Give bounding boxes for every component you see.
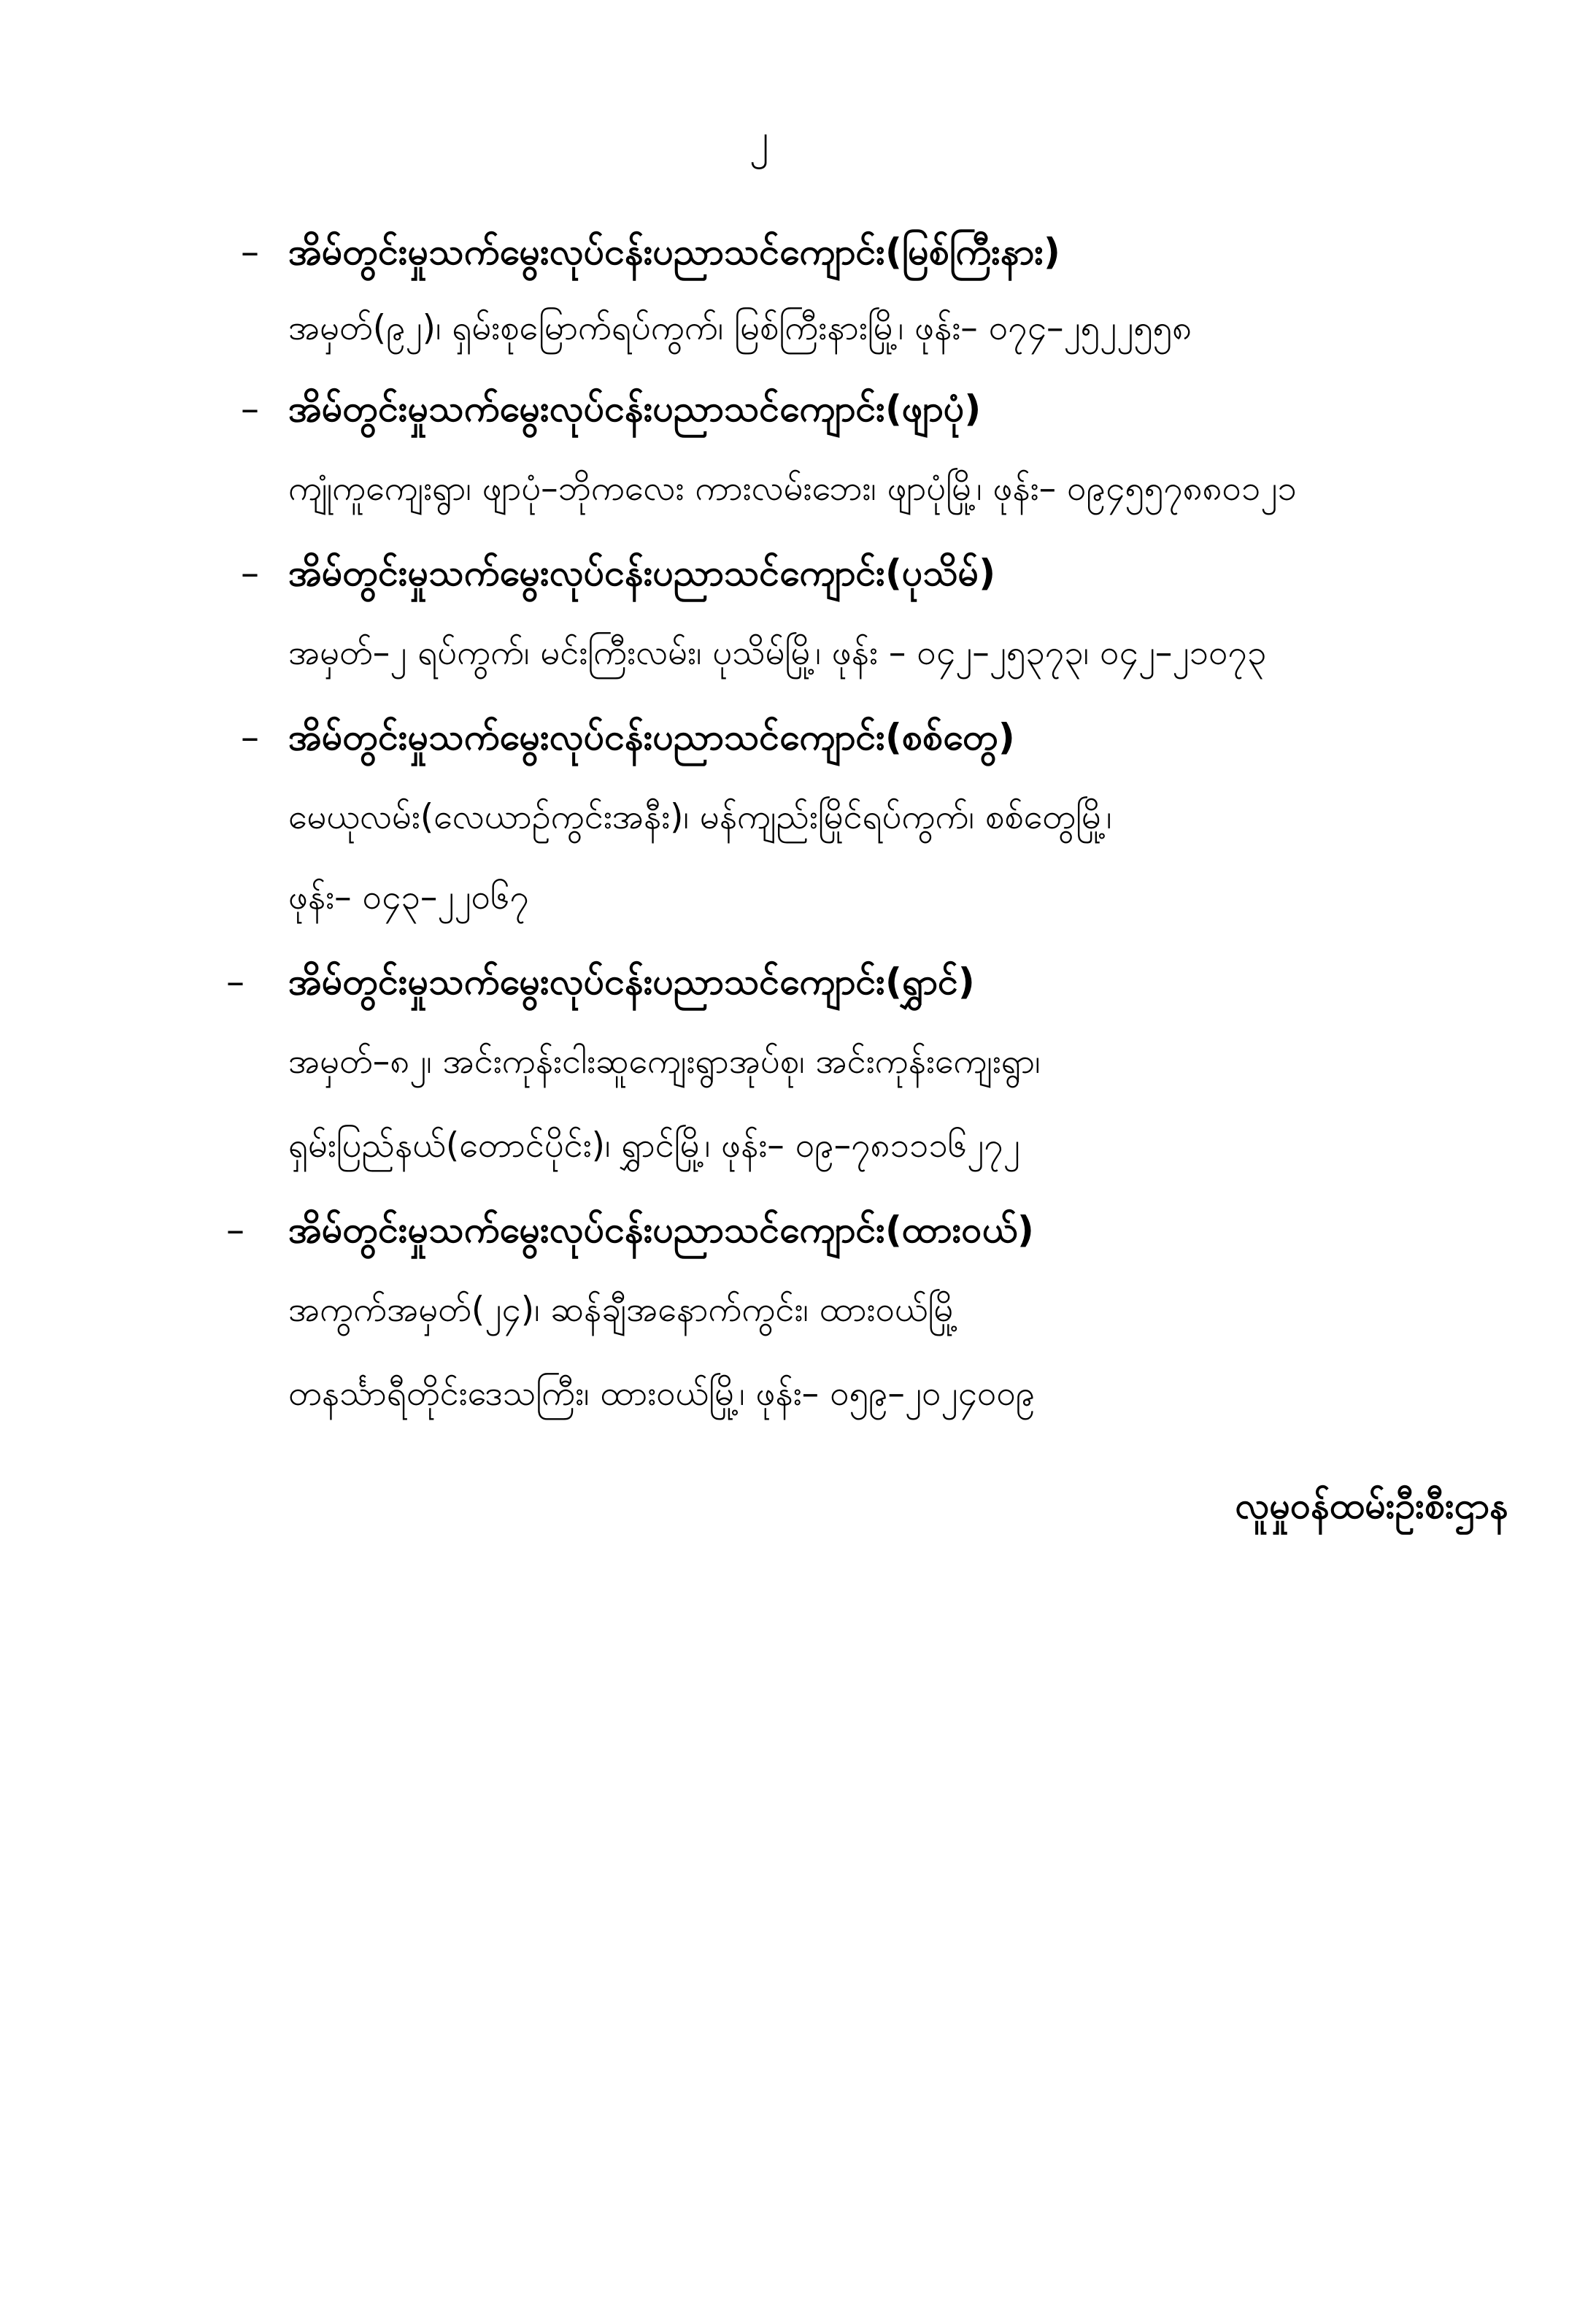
list-dash: – bbox=[226, 960, 244, 1003]
list-dash: – bbox=[241, 552, 259, 594]
list-dash: – bbox=[241, 388, 259, 430]
address-line: မေယုလမ်း(လေယာဉ်ကွင်းအနီး)၊ မန်ကျည်းမြိုင်ရပ်ကွက်၊ စစ်တွေမြို့၊ bbox=[288, 797, 1112, 837]
list-dash: – bbox=[241, 231, 259, 273]
address-line: အမှတ်–၈၂၊ အင်းကုန်းငါးဆူကျေးရွာအုပ်စု၊ အင်းကုန်းကျေးရွာ၊ bbox=[288, 1042, 1041, 1082]
address-line: ကျုံကူကျေးရွာ၊ ဖျာပုံ–ဘိုကလေး ကားလမ်းဘေး၊ ဖျာပုံမြို့၊ ဖုန်း– ၀၉၄၅၅၇၈၈၀၁၂၁ bbox=[288, 469, 1297, 509]
address-line: တနင်္သာရီတိုင်းဒေသကြီး၊ ထားဝယ်မြို့၊ ဖုန်း– ၀၅၉–၂၀၂၄၀၀၉ bbox=[288, 1374, 1036, 1414]
department-signature: လူမှုဝန်ထမ်းဦးစီးဌာန bbox=[1235, 1485, 1508, 1527]
school-title: အိမ်တွင်းမှုသက်မွေးလုပ်ငန်းပညာသင်ကျောင်း(မြစ်ကြီးနား) bbox=[288, 231, 1060, 273]
address-line: အမှတ်(၉၂)၊ ရှမ်းစုမြောက်ရပ်ကွက်၊ မြစ်ကြီးနားမြို့၊ ဖုန်း– ၀၇၄–၂၅၂၂၅၅၈ bbox=[288, 308, 1192, 348]
school-title: အိမ်တွင်းမှုသက်မွေးလုပ်ငန်းပညာသင်ကျောင်း(ရွှာင်) bbox=[288, 960, 975, 1003]
address-line: အကွက်အမှတ်(၂၄)၊ ဆန်ချီအနောက်ကွင်း၊ ထားဝယ်မြို့ bbox=[288, 1290, 959, 1330]
school-title: အိမ်တွင်းမှုသက်မွေးလုပ်ငန်းပညာသင်ကျောင်း(ပုသိမ်) bbox=[288, 552, 996, 594]
page-number: ၂ bbox=[749, 115, 769, 161]
school-title: အိမ်တွင်းမှုသက်မွေးလုပ်ငန်းပညာသင်ကျောင်း(ထားဝယ်) bbox=[288, 1209, 1034, 1251]
phone-line: ဖုန်း– ၀၄၃–၂၂၀၆၇ bbox=[288, 877, 529, 917]
address-line: အမှတ်–၂ ရပ်ကွက်၊ မင်းကြီးလမ်း၊ ပုသိမ်မြို့၊ ဖုန်း – ၀၄၂–၂၅၃၇၃၊ ၀၄၂–၂၁၀၇၃ bbox=[288, 633, 1267, 673]
list-dash: – bbox=[226, 1209, 244, 1251]
list-dash: – bbox=[241, 716, 259, 758]
school-title: အိမ်တွင်းမှုသက်မွေးလုပ်ငန်းပညာသင်ကျောင်း(ဖျာပုံ) bbox=[288, 388, 982, 430]
address-line: ရှမ်းပြည်နယ်(တောင်ပိုင်း)၊ ရွှာင်မြို့၊ ဖုန်း– ၀၉–၇၈၁၁၁၆၂၇၂ bbox=[288, 1125, 1020, 1166]
school-title: အိမ်တွင်းမှုသက်မွေးလုပ်ငန်းပညာသင်ကျောင်း(စစ်တွေ) bbox=[288, 716, 1015, 758]
